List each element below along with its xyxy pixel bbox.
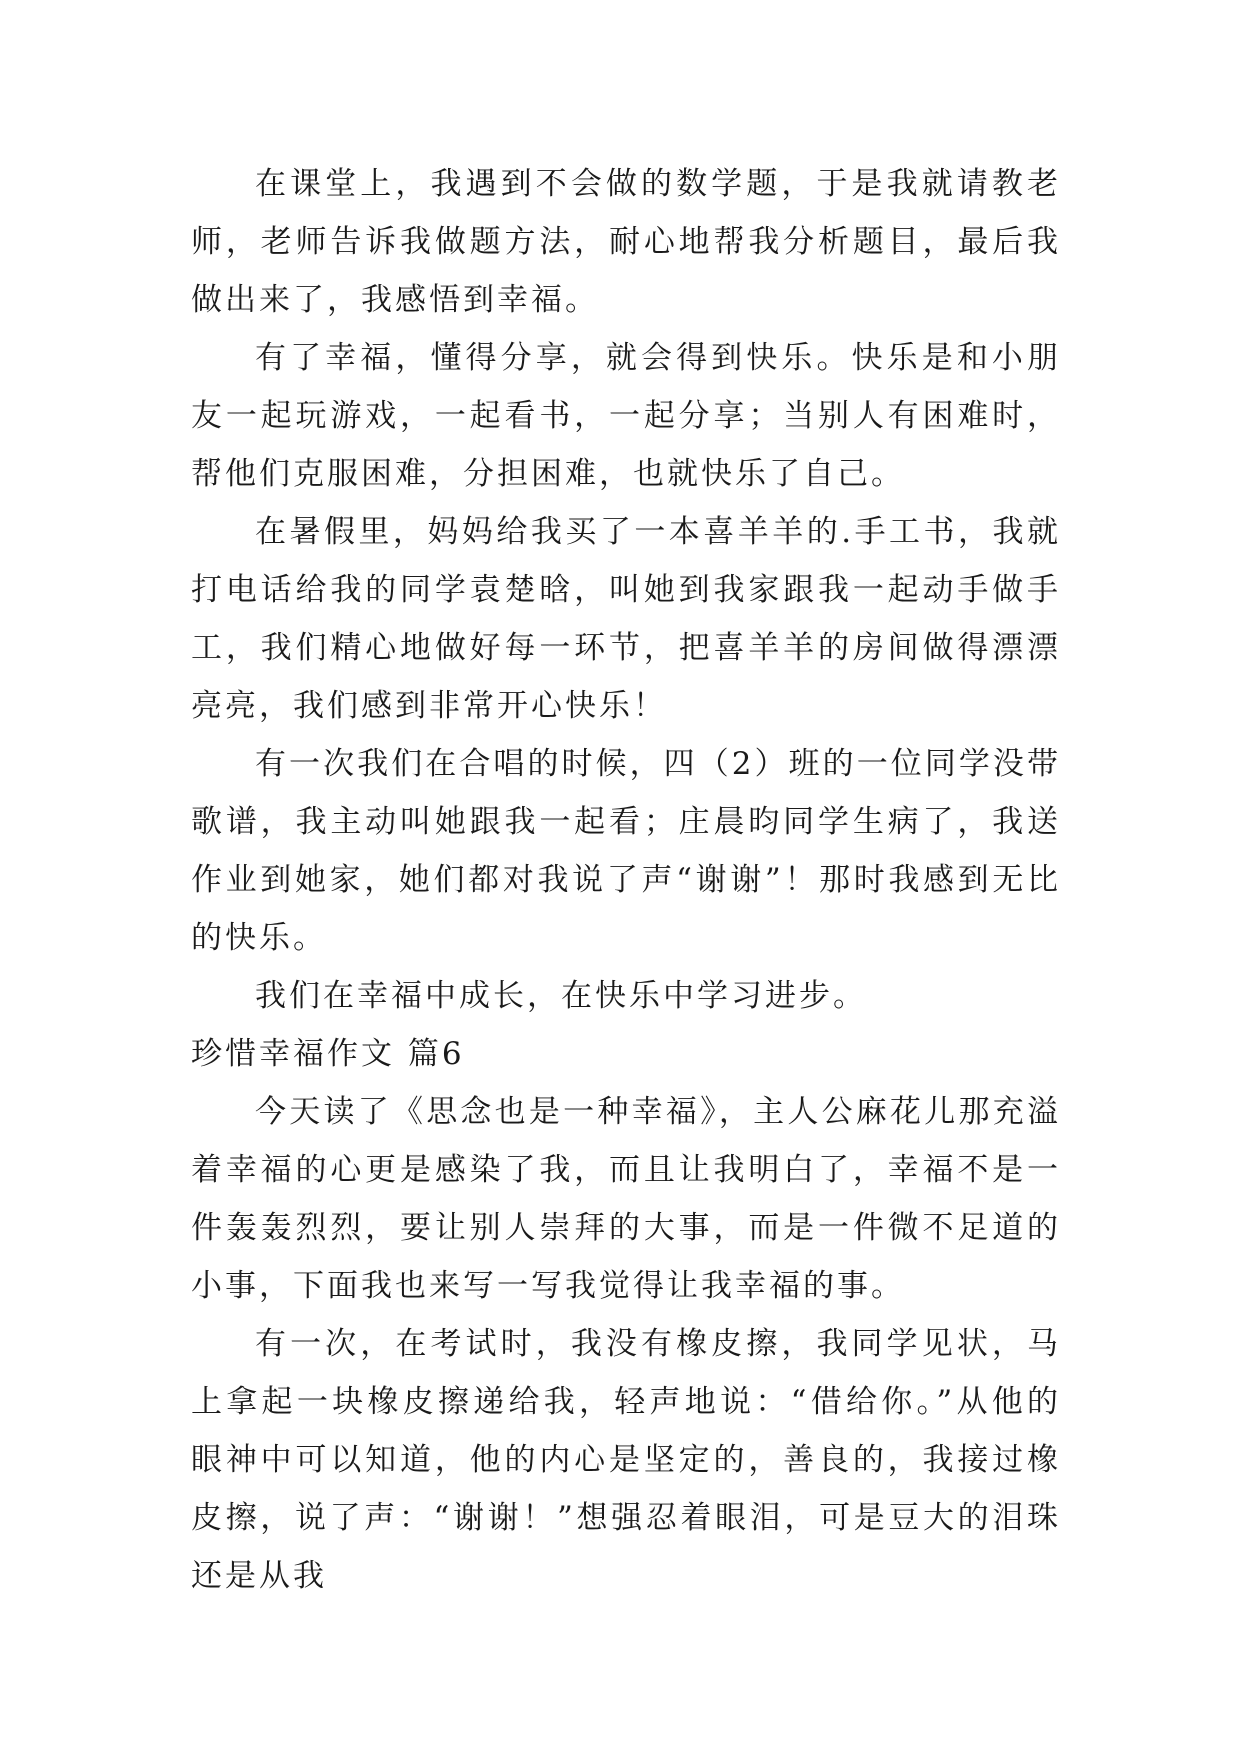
document-body [191, 155, 1061, 1605]
paragraph: 有一次，在考试时，我没有橡皮擦，我同学见状，马上拿起一块橡皮擦递给我，轻声地说：“借给你。”从他的眼神中可以知道，他的内心是坚定的，善良的，我接过橡皮擦，说了声：“谢谢！”想强忍着眼泪，可是豆大的泪珠还是从我 [191, 1326, 1061, 1594]
paragraph: 今天读了《思念也是一种幸福》，主人公麻花儿那充溢着幸福的心更是感染了我，而且让我明白了，幸福不是一件轰轰烈烈，要让别人崇拜的大事，而是一件微不足道的小事，下面我也来写一写我觉得让我幸福的事。 [191, 1094, 1061, 1304]
section-heading: 珍惜幸福作文 篇6 [191, 1036, 465, 1072]
paragraph: 在暑假里，妈妈给我买了一本喜羊羊的.手工书，我就打电话给我的同学袁楚晗，叫她到我家跟我一起动手做手工，我们精心地做好每一环节，把喜羊羊的房间做得漂漂亮亮，我们感到非常开心快乐！ [191, 514, 1061, 724]
paragraph: 有一次我们在合唱的时候，四（2）班的一位同学没带歌谱，我主动叫她跟我一起看；庄晨昀同学生病了，我送作业到她家，她们都对我说了声“谢谢”！那时我感到无比的快乐。 [191, 746, 1061, 956]
paragraph: 在课堂上，我遇到不会做的数学题，于是我就请教老师，老师告诉我做题方法，耐心地帮我分析题目，最后我做出来了，我感悟到幸福。 [191, 166, 1061, 318]
paragraph: 有了幸福，懂得分享，就会得到快乐。快乐是和小朋友一起玩游戏，一起看书，一起分享；当别人有困难时，帮他们克服困难，分担困难，也就快乐了自己。 [191, 340, 1061, 492]
paragraph: 我们在幸福中成长，在快乐中学习进步。 [255, 978, 867, 1014]
